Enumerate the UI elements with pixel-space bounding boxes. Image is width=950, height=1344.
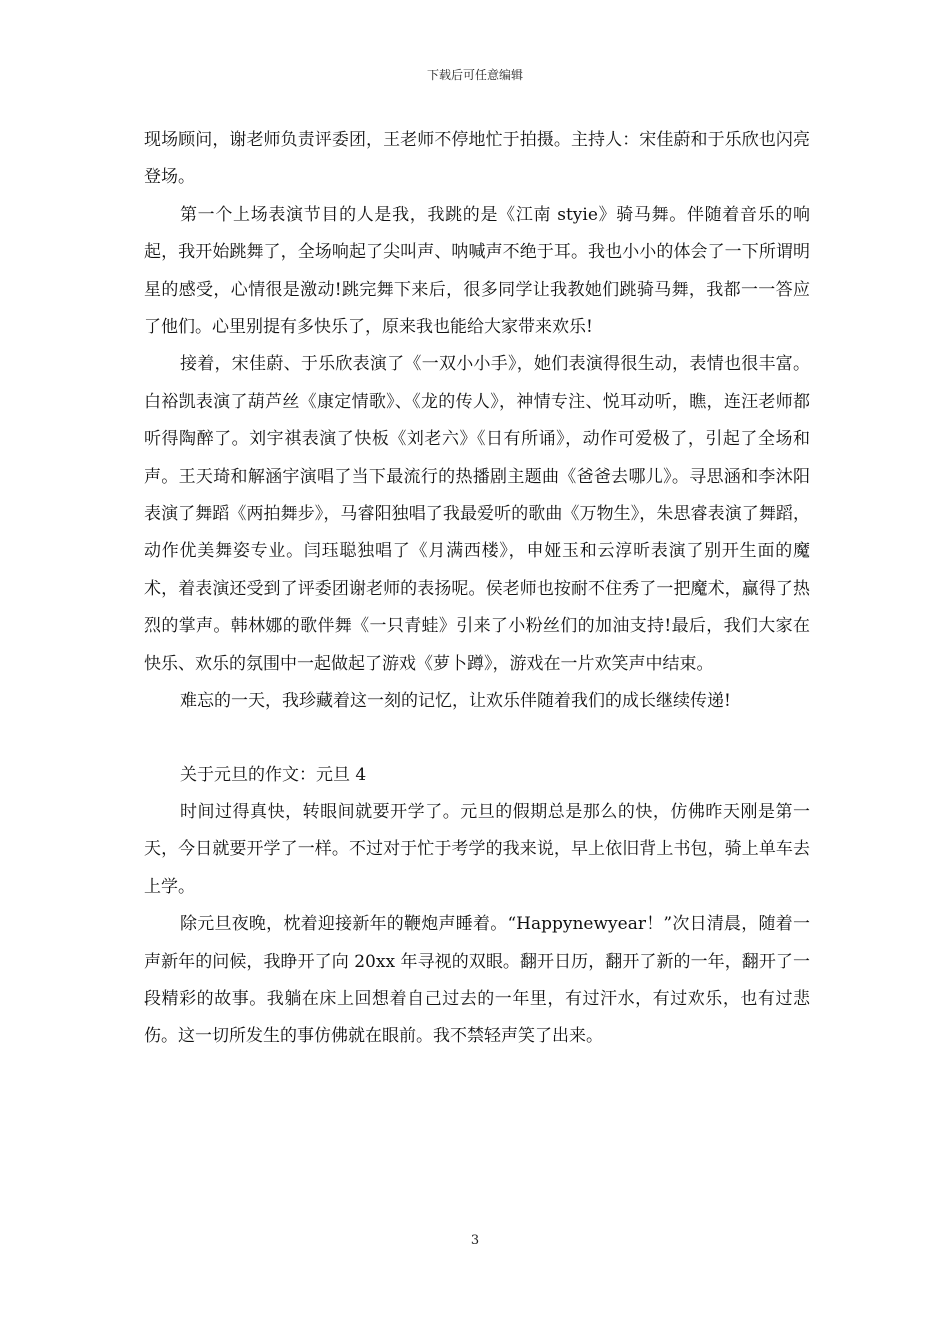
page-header: 下载后可任意编辑 bbox=[426, 68, 523, 82]
section-title: 关于元旦的作文：元旦 4 bbox=[180, 764, 367, 785]
paragraph-other-performances: 接着，宋佳蔚、于乐欣表演了《一双小小手》，她们表演得很生动，表情也很丰富。白裕凯表演了葫芦丝《康定情歌》、《龙的传人》，神情专注、悦耳动听，瞧，连汪老师都听得陶醉了。刘宇祺表演了快板《刘老六》《日有所诵》，动作可爱极了，引起了全场和声。王天琦和解涵宇演唱了当下最流行的热播剧主题曲《爸爸去哪儿》。寻思涵和李沐阳表演了舞蹈《两拍舞步》，马睿阳独唱了我最爱听的歌曲《万物生》，朱思睿表演了舞蹈，动作优美舞姿专业。闫珏聪独唱了《月满西楼》，申娅玉和云淳昕表演了别开生面的魔术，着表演还受到了评委团谢老师的表扬呢。侯老师也按耐不住秀了一把魔术，赢得了热烈的掌声。韩林娜的歌伴舞《一只青蛙》引来了小粉丝们的加油支持!最后，我们大家在快乐、欢乐的氛围中一起做起了游戏《萝卜蹲》，游戏在一片欢笑声中结束。 bbox=[144, 354, 810, 674]
page-number: 3 bbox=[470, 1233, 480, 1248]
paragraph-dance-performance: 第一个上场表演节目的人是我，我跳的是《江南 styie》骑马舞。伴随着音乐的响起，我开始跳舞了，全场响起了尖叫声、呐喊声不绝于耳。我也小小的体会了一下所谓明星的感受，心情很是激动!跳完舞下来后，很多同学让我教她们跳骑马舞，我都一一答应了他们。心里别提有多快乐了，原来我也能给大家带来欢乐! bbox=[144, 204, 810, 338]
document-body bbox=[144, 122, 810, 1056]
paragraph-new-year-eve: 除元旦夜晚，枕着迎接新年的鞭炮声睡着。“Happynewyear！”次日清晨，随着一声新年的问候，我睁开了向 20xx 年寻视的双眼。翻开日历，翻开了新的一年，翻开了一段精彩的故事。我躺在床上回想着自己过去的一年里，有过汗水，有过欢乐，也有过悲伤。这一切所发生的事仿佛就在眼前。我不禁轻声笑了出来。 bbox=[144, 914, 810, 1047]
paragraph-continued: 现场顾问，谢老师负责评委团，王老师不停地忙于拍摄。主持人：宋佳蔚和于乐欣也闪亮登场。 bbox=[144, 130, 810, 188]
section-spacer bbox=[144, 721, 810, 757]
paragraph-conclusion: 难忘的一天，我珍藏着这一刻的记忆，让欢乐伴随着我们的成长继续传递! bbox=[180, 691, 731, 712]
paragraph-time-flies: 时间过得真快，转眼间就要开学了。元旦的假期总是那么的快，仿佛昨天刚是第一天，今日就要开学了一样。不过对于忙于考学的我来说，早上依旧背上书包，骑上单车去上学。 bbox=[144, 801, 810, 897]
